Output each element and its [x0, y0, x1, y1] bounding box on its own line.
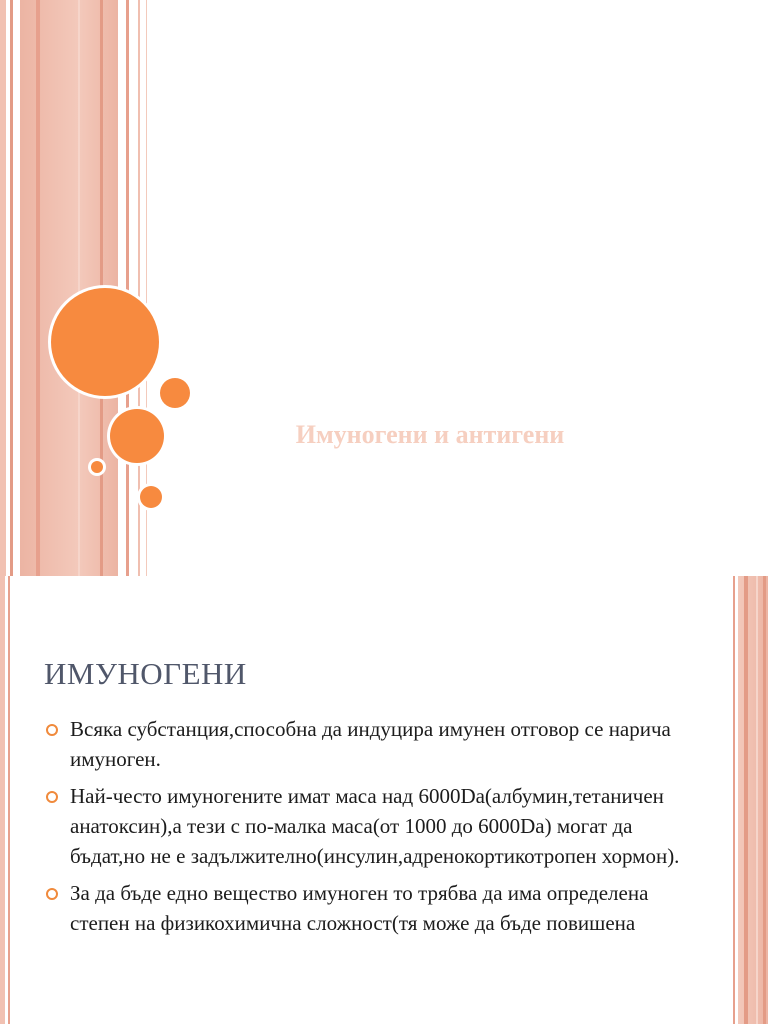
- slide-heading: ИМУНОГЕНИ: [44, 656, 247, 691]
- bullet-text: Най-често имуногените имат маса над 6000Da(албумин,тетаничен анатоксин),а тези с по-малка маса(от 1000 до 6000Da) могат да бъдат,но не е задължително(инсулин,адренокортикотропен хормон).: [70, 784, 680, 868]
- circle-bullet-icon: [46, 724, 58, 736]
- bullet-text: Всяка субстанция,способна да индуцира имунен отговор се нарича имуноген.: [70, 717, 671, 771]
- stripe-line: [10, 0, 13, 576]
- circle-bullet-icon: [46, 791, 58, 803]
- bullet-list: [44, 714, 684, 945]
- stripe-line: [78, 0, 80, 576]
- decor-circle-small: [160, 378, 190, 408]
- stripe-line: [126, 0, 129, 576]
- stripe-left: [8, 576, 10, 1024]
- decor-circle-large: [51, 288, 159, 396]
- content-slide: [0, 576, 768, 1024]
- bullet-item: [44, 781, 684, 871]
- stripe-line: [138, 0, 140, 576]
- circle-bullet-icon: [46, 888, 58, 900]
- bullet-item: [44, 714, 684, 774]
- bullet-text: За да бъде едно вещество имуноген то трябва да има определена степен на физикохимична сложност(тя може да бъде повишена: [70, 881, 649, 935]
- stripe-right: [756, 576, 758, 1024]
- stripe-right: [763, 576, 766, 1024]
- bullet-item: [44, 878, 684, 938]
- decor-circle-tiny: [91, 461, 103, 473]
- decor-circle-small: [140, 486, 162, 508]
- stripe-left: [0, 576, 5, 1024]
- stripe-right: [744, 576, 748, 1024]
- slide-title: Имуногени и антигени: [295, 420, 565, 449]
- stripe-right: [733, 576, 735, 1024]
- stripe-line: [36, 0, 40, 576]
- stripe-left-edge: [0, 0, 6, 576]
